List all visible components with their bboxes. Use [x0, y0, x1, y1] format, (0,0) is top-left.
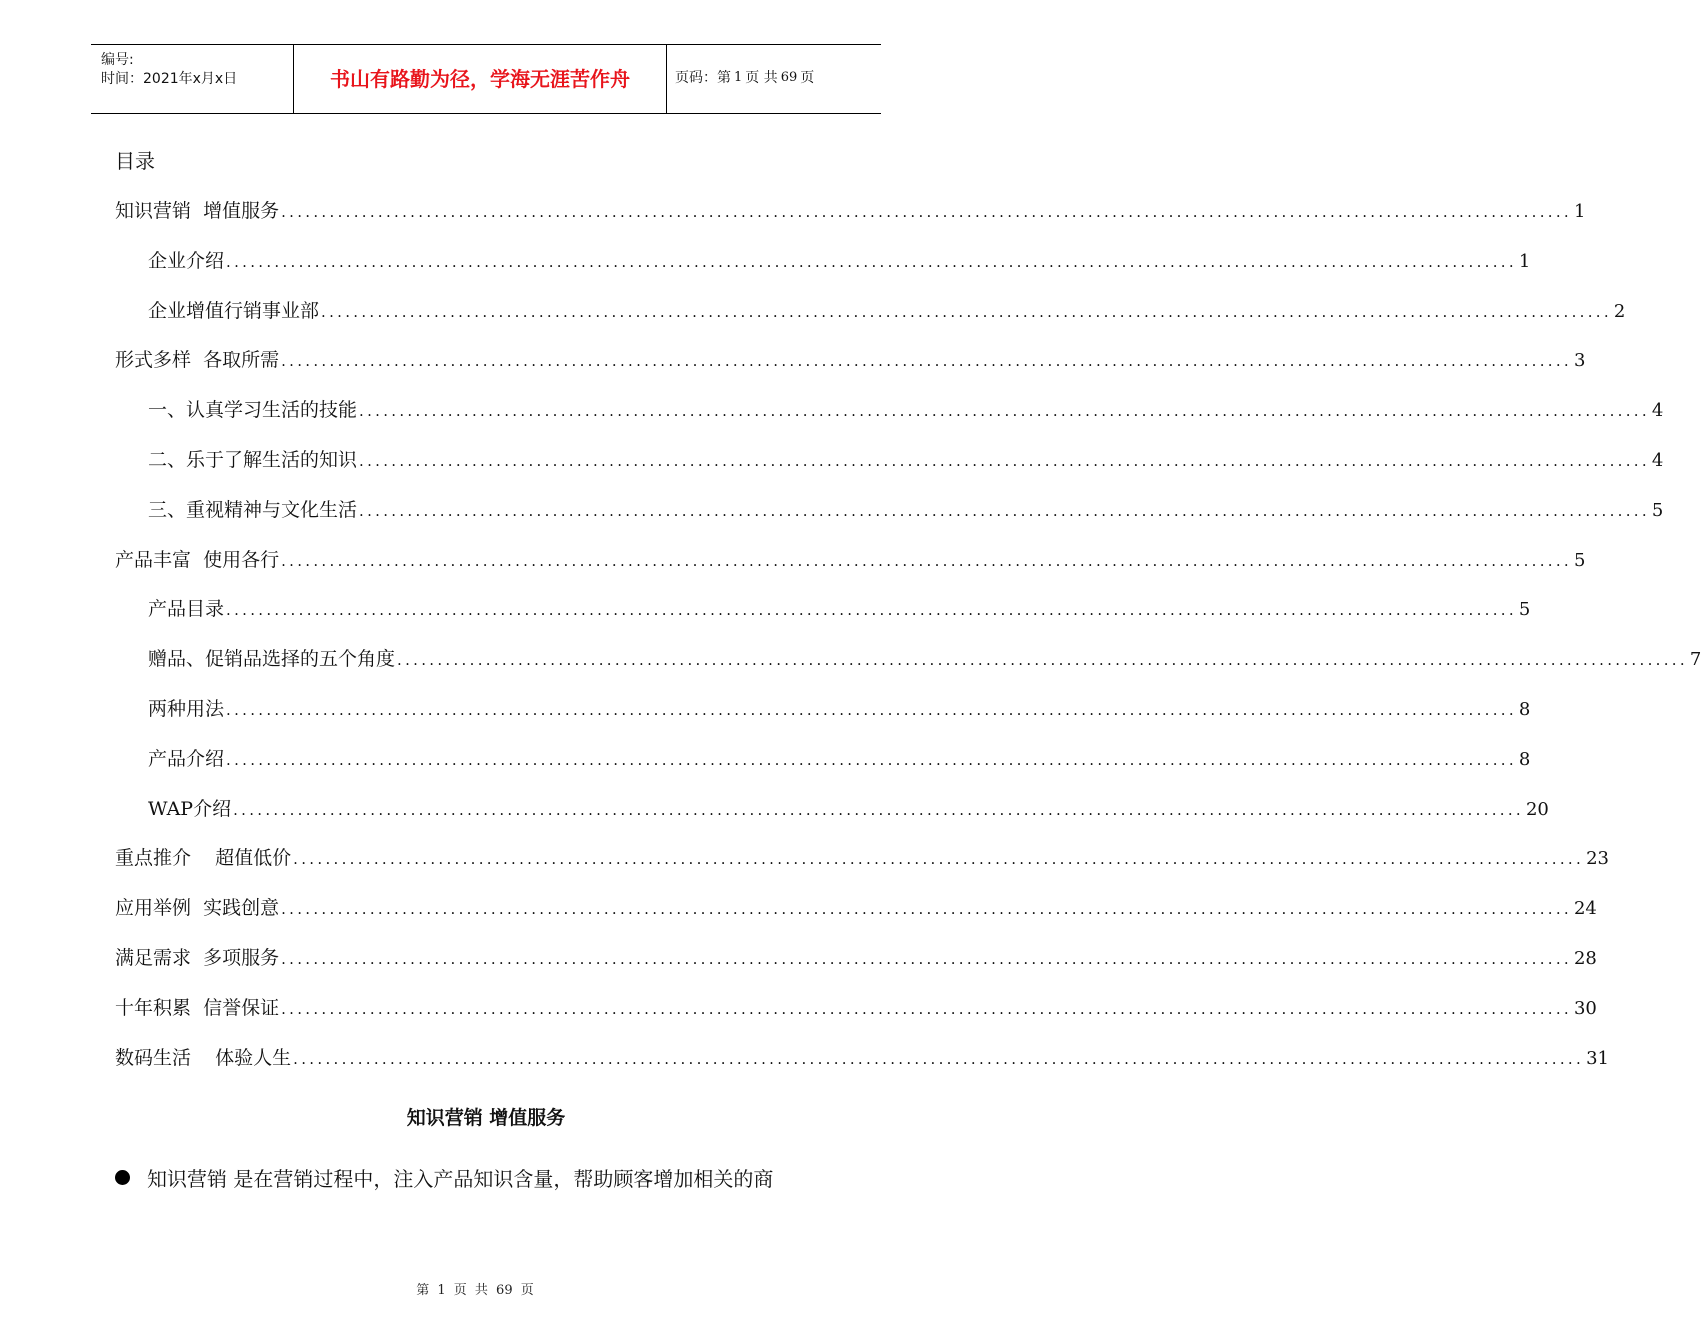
toc-entry[interactable] [115, 196, 1586, 226]
toc-dot-leader: ................................................................................................................................................................ [293, 850, 1585, 868]
toc-entry-label: 二、乐于了解生活的知识 [148, 449, 358, 471]
toc-entry-page: 20 [1525, 799, 1549, 820]
toc-dot-leader: ................................................................................................................................................................ [359, 452, 1650, 470]
bullet-text: 知识营销 是在营销过程中，注入产品知识含量，帮助顾客增加相关的商 [147, 1166, 774, 1191]
toc-entry-page: 3 [1573, 350, 1586, 371]
toc-entry-page: 8 [1518, 699, 1531, 720]
toc-entry[interactable] [115, 1043, 1609, 1073]
toc-entry-label: 满足需求 多项服务 [115, 947, 280, 969]
page-header [91, 44, 881, 114]
toc-dot-leader: ................................................................................................................................................................ [226, 751, 1517, 769]
toc-entry-label: 数码生活 体验人生 [115, 1047, 292, 1069]
toc-entry[interactable] [115, 843, 1609, 873]
toc-entry-label: 赠品、促销品选择的五个角度 [148, 648, 396, 670]
toc-entry[interactable] [148, 694, 1531, 724]
toc-entry[interactable] [148, 246, 1531, 276]
header-page-total: 69 [780, 69, 798, 85]
toc-entry[interactable] [148, 296, 1626, 326]
toc-entry[interactable] [148, 445, 1664, 475]
toc-entry-label: 产品丰富 使用各行 [115, 549, 280, 571]
toc-dot-leader: ................................................................................................................................................................ [226, 253, 1517, 271]
toc-dot-leader: ................................................................................................................................................................ [233, 801, 1524, 819]
toc-title: 目录 [115, 149, 155, 173]
toc-entry-page: 5 [1573, 550, 1586, 571]
header-page-info [667, 45, 881, 113]
toc-entry-page: 1 [1518, 251, 1531, 272]
bullet-dot-icon [115, 1170, 130, 1185]
toc-dot-leader: ................................................................................................................................................................ [359, 402, 1650, 420]
bullet-paragraph [115, 1161, 860, 1193]
toc-entry[interactable] [115, 893, 1597, 923]
toc-entry-page: 2 [1613, 301, 1626, 322]
toc-entry-label: 产品介绍 [148, 748, 225, 770]
toc-dot-leader: ................................................................................................................................................................ [293, 1050, 1585, 1068]
toc-dot-leader: ................................................................................................................................................................ [281, 352, 1572, 370]
toc-entry-label: 重点推介 超值低价 [115, 847, 292, 869]
header-time-label: 时间：2021年x月x日 [101, 71, 238, 87]
toc-entry[interactable] [115, 545, 1586, 575]
header-page-mid: 页 共 [745, 70, 778, 86]
toc-dot-leader: ................................................................................................................................................................ [281, 950, 1572, 968]
toc-entry-page: 28 [1573, 948, 1597, 969]
toc-entry-page: 1 [1573, 201, 1586, 222]
toc-dot-leader: ................................................................................................................................................................ [397, 651, 1688, 669]
header-page-suffix: 页 [800, 70, 815, 86]
toc-entry-label: 应用举例 实践创意 [115, 897, 280, 919]
toc-entry-label: 形式多样 各取所需 [115, 349, 280, 371]
toc-entry[interactable] [115, 345, 1586, 375]
toc-dot-leader: ................................................................................................................................................................ [359, 502, 1650, 520]
header-motto: 书山有路勤为径，学海无涯苦作舟 [293, 45, 667, 113]
toc-entry[interactable] [148, 744, 1531, 774]
toc-entry[interactable] [148, 395, 1664, 425]
toc-entry-label: 两种用法 [148, 698, 225, 720]
toc-entry-page: 30 [1573, 998, 1597, 1019]
page-footer: 第 1 页 共 69 页 [416, 1283, 534, 1298]
toc-dot-leader: ................................................................................................................................................................ [226, 701, 1517, 719]
toc-entry-label: 十年积累 信誉保证 [115, 997, 280, 1019]
toc-entry-page: 4 [1651, 400, 1664, 421]
header-page-prefix: 页码：第 [675, 70, 731, 86]
toc-entry[interactable] [148, 594, 1531, 624]
toc-entry-page: 4 [1651, 450, 1664, 471]
toc-entry-label: 知识营销 增值服务 [115, 200, 280, 222]
toc-entry-label: WAP介绍 [148, 798, 232, 820]
header-meta [91, 45, 293, 113]
toc-entry-label: 企业介绍 [148, 250, 225, 272]
toc-dot-leader: ................................................................................................................................................................ [281, 900, 1572, 918]
toc-entry[interactable] [115, 993, 1597, 1023]
toc-dot-leader: ................................................................................................................................................................ [281, 552, 1572, 570]
toc-entry-label: 一、认真学习生活的技能 [148, 399, 358, 421]
toc-entry[interactable] [115, 943, 1597, 973]
header-code-label: 编号: [101, 52, 134, 68]
toc-dot-leader: ................................................................................................................................................................ [281, 1000, 1572, 1018]
toc-entry[interactable] [148, 644, 1701, 674]
section-heading: 知识营销 增值服务 [406, 1107, 566, 1129]
toc-entry-page: 5 [1651, 500, 1664, 521]
toc-entry-page: 7 [1689, 649, 1701, 670]
toc-dot-leader: ................................................................................................................................................................ [226, 601, 1517, 619]
toc-entry-page: 8 [1518, 749, 1531, 770]
toc-entry-label: 产品目录 [148, 598, 225, 620]
toc-entry-label: 企业增值行销事业部 [148, 300, 320, 322]
toc-entry-page: 5 [1518, 599, 1531, 620]
toc-entry-page: 31 [1586, 1048, 1609, 1069]
toc-entry-page: 23 [1586, 848, 1609, 869]
toc-entry-page: 24 [1573, 898, 1597, 919]
toc-dot-leader: ................................................................................................................................................................ [281, 203, 1572, 221]
toc-entry[interactable] [148, 495, 1664, 525]
toc-dot-leader: ................................................................................................................................................................ [321, 303, 1612, 321]
toc-entry[interactable] [148, 794, 1549, 824]
toc-entry-label: 三、重视精神与文化生活 [148, 499, 358, 521]
header-page-current: 1 [734, 69, 743, 85]
